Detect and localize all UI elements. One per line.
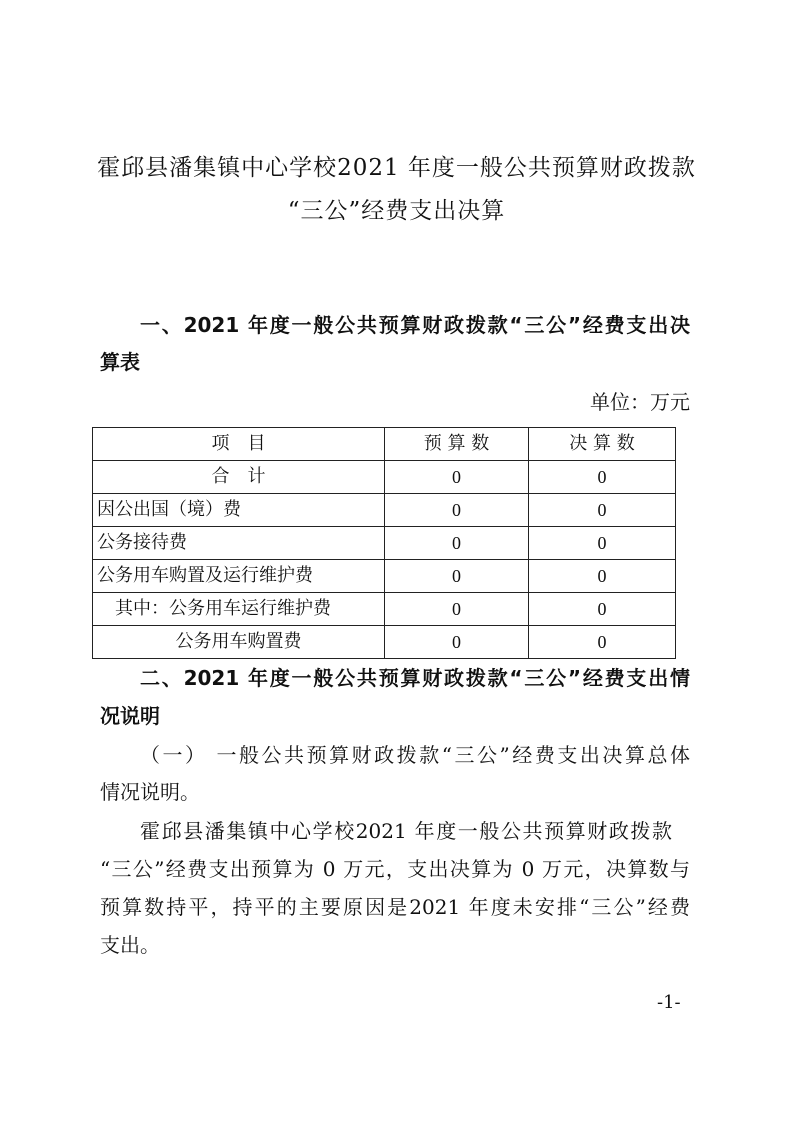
row-item: 公务用车购置费	[93, 626, 385, 659]
row-final: 0	[529, 494, 676, 527]
row-budget: 0	[385, 494, 529, 527]
table-row	[93, 527, 676, 560]
subsection-heading: （一） 一般公共预算财政拨款“三公”经费支出决算总体	[140, 743, 690, 767]
section2-heading-cont: 况说明	[100, 704, 160, 728]
row-budget: 0	[385, 593, 529, 626]
table-row	[93, 560, 676, 593]
paragraph-line: 霍邱县潘集镇中心学校2021 年度一般公共预算财政拨款	[140, 819, 672, 843]
row-item: 公务用车购置及运行维护费	[93, 560, 385, 593]
document-title-line1: 霍邱县潘集镇中心学校2021 年度一般公共预算财政拨款	[97, 155, 696, 181]
header-item: 项 目	[93, 428, 385, 461]
section1-heading: 一、2021 年度一般公共预算财政拨款“三公”经费支出决	[140, 313, 690, 337]
table-row	[93, 461, 676, 494]
row-final: 0	[529, 527, 676, 560]
row-budget: 0	[385, 461, 529, 494]
header-final: 决 算 数	[529, 428, 676, 461]
row-budget: 0	[385, 527, 529, 560]
table-row	[93, 626, 676, 659]
subsection-heading-cont: 情况说明。	[100, 780, 200, 804]
paragraph-line: 预算数持平，持平的主要原因是2021 年度未安排“三公”经费	[100, 895, 690, 919]
page-number: -1-	[657, 992, 681, 1013]
paragraph-line: “三公”经费支出预算为 0 万元，支出决算为 0 万元，决算数与	[100, 857, 690, 881]
row-final: 0	[529, 593, 676, 626]
document-title-line2: “三公”经费支出决算	[287, 198, 506, 224]
row-final: 0	[529, 626, 676, 659]
row-budget: 0	[385, 560, 529, 593]
table-row	[93, 494, 676, 527]
row-budget: 0	[385, 626, 529, 659]
row-item: 因公出国（境）费	[93, 494, 385, 527]
row-item: 其中：公务用车运行维护费	[93, 593, 385, 626]
table-header-row	[93, 428, 676, 461]
expense-table	[92, 427, 676, 659]
table-row	[93, 593, 676, 626]
unit-label: 单位：万元	[590, 390, 690, 414]
section1-heading-cont: 算表	[100, 350, 140, 374]
paragraph-line: 支出。	[100, 933, 160, 957]
header-budget: 预 算 数	[385, 428, 529, 461]
row-item: 公务接待费	[93, 527, 385, 560]
section2-heading: 二、2021 年度一般公共预算财政拨款“三公”经费支出情	[140, 666, 690, 690]
row-item: 合 计	[93, 461, 385, 494]
row-final: 0	[529, 461, 676, 494]
row-final: 0	[529, 560, 676, 593]
